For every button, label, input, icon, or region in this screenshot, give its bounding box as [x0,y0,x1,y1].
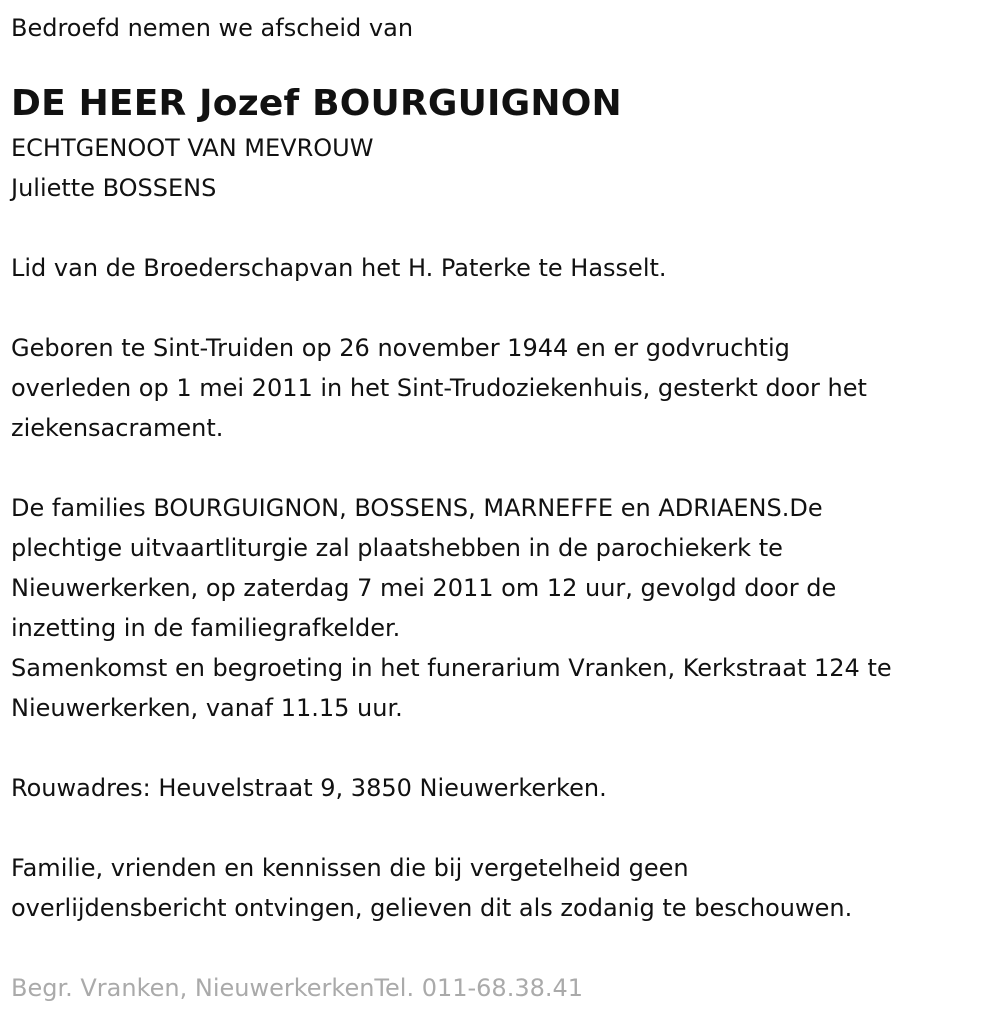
membership-text: Lid van de Broederschapvan het H. Paterke te Hasselt. [11,254,667,282]
membership-block [11,248,990,288]
families-line-1: De families BOURGUIGNON, BOSSENS, MARNEFFE en ADRIAENS.De [11,494,823,522]
families-line-2: plechtige uitvaartliturgie zal plaatshebben in de parochiekerk te [11,534,783,562]
birth-death-line-1: Geboren te Sint-Truiden op 26 november 1944 en er godvruchtig [11,334,790,362]
mourning-address: Rouwadres: Heuvelstraat 9, 3850 Nieuwerkerken. [11,774,607,802]
families-line-4: inzetting in de familiegrafkelder. [11,614,401,642]
address-block [11,768,990,808]
funeral-director-footer: Begr. Vranken, NieuwerkerkenTel. 011-68.38.41 [11,974,584,1002]
families-line-3: Nieuwerkerken, op zaterdag 7 mei 2011 om 12 uur, gevolgd door de [11,574,837,602]
deceased-name: DE HEER Jozef BOURGUIGNON [11,83,622,124]
families-line-5: Samenkomst en begroeting in het funerarium Vranken, Kerkstraat 124 te [11,654,892,682]
birth-death-block [11,328,990,448]
footer-block [11,968,990,1008]
spouse-info [11,128,990,208]
intro-text: Bedroefd nemen we afscheid van [11,14,414,42]
closing-block [11,848,990,928]
spouse-line-1: ECHTGENOOT VAN MEVROUW [11,134,374,162]
birth-death-line-3: ziekensacrament. [11,414,224,442]
families-line-6: Nieuwerkerken, vanaf 11.15 uur. [11,694,403,722]
closing-line-1: Familie, vrienden en kennissen die bij vergetelheid geen [11,854,689,882]
families-funeral-block [11,488,990,728]
closing-line-2: overlijdensbericht ontvingen, gelieven dit als zodanig te beschouwen. [11,894,853,922]
spouse-line-2: Juliette BOSSENS [11,174,217,202]
birth-death-line-2: overleden op 1 mei 2011 in het Sint-Trudoziekenhuis, gesterkt door het [11,374,867,402]
